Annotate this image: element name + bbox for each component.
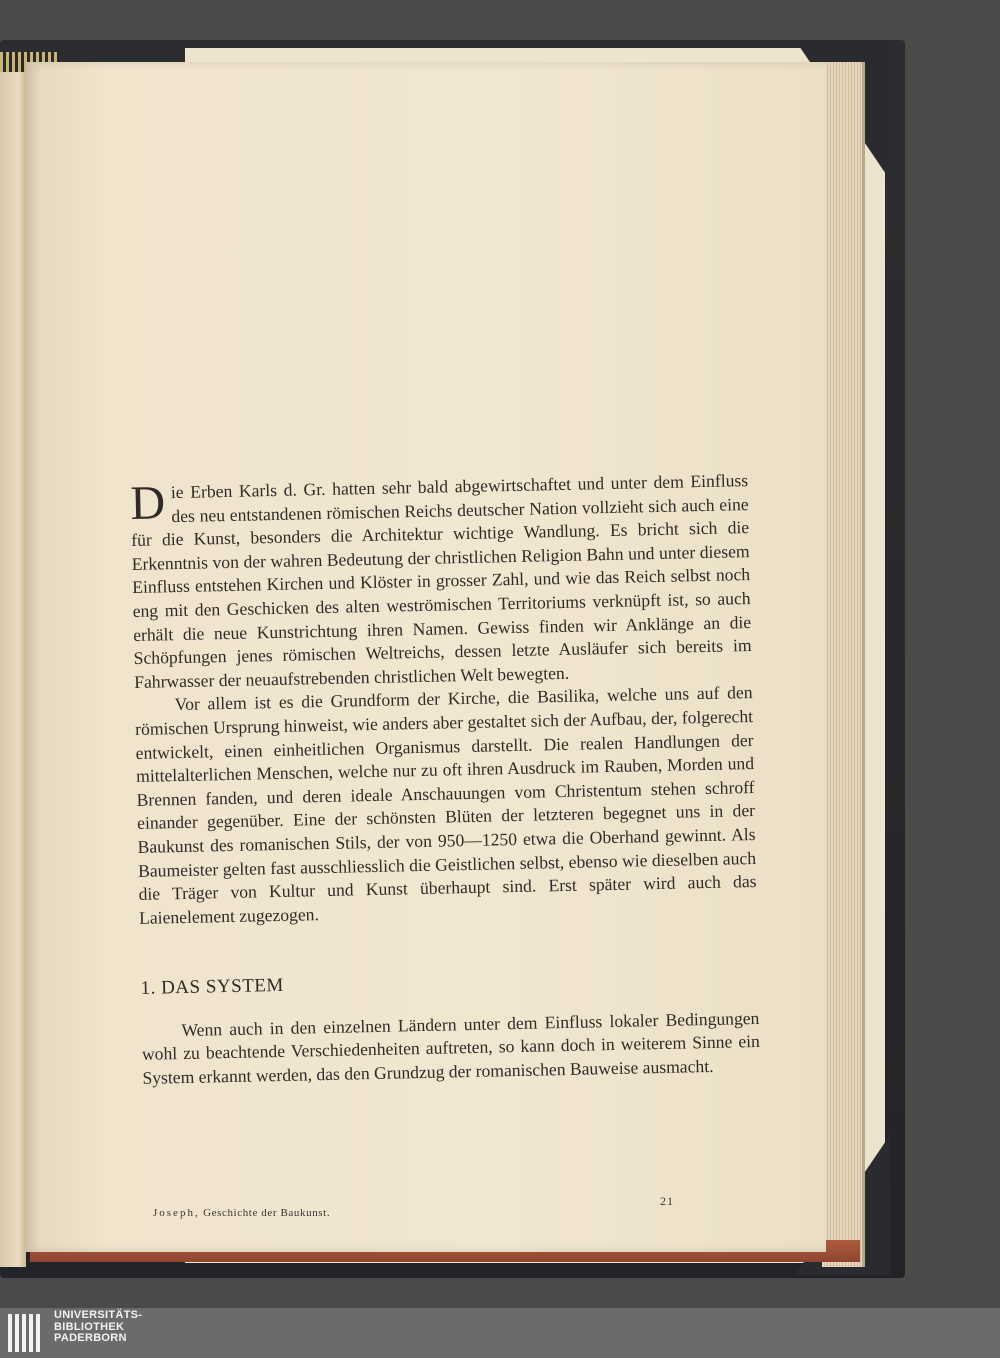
footer-signature	[153, 1207, 330, 1219]
library-name-line-3: PADERBORN	[54, 1332, 127, 1344]
book-page	[26, 62, 826, 1252]
library-logo-icon	[6, 1310, 46, 1356]
section-title: DAS SYSTEM	[160, 975, 285, 999]
page-text	[130, 469, 761, 1090]
section-number: 1.	[140, 977, 157, 1000]
library-banner	[0, 1308, 1000, 1358]
section-paragraph: Wenn auch in den einzelnen Ländern unter dem Einfluss lokaler Bedingungen wohl zu beachtende Verschiedenheiten auftreten, so kann doch in weiterem Sinne ein System erkannt werden, das den Grundzug der romanischen Bauweise ausmacht.	[141, 1007, 761, 1088]
paragraph-2: Vor allem ist es die Grundform der Kirche, die Basilika, welche uns auf den römischen Ursprung hinweist, wie anders aber gestaltet sich der Aufbau, der, folgerecht entwickelt, einen einheitlichen Organismus darstellt. Die realen Handlungen der mittelalterlichen Menschen, welche nur zu oft ihren Ausdruck im Rauben, Morden und Brennen fanden, und deren ideale Anschauungen vom Christentum stehen schroff einander gegenüber. Eine der schönsten Blüten der letzteren begegnet uns in der Baukunst des romanischen Stils, der von 950—1250 etwa die Oberhand gewinnt. Als Baumeister gelten fast ausschliesslich die Geistlichen selbst, ebenso wie dieselben auch die Träger von Kultur und Kunst überhaupt sind. Erst später wird auch das Laienelement zugezogen.	[134, 682, 757, 928]
page-block-edge	[822, 62, 865, 1267]
library-name-line-1: UNIVERSITÄTS-	[54, 1309, 143, 1321]
paragraph-1	[130, 469, 752, 694]
library-name-line-2: BIBLIOTHEK	[54, 1320, 125, 1333]
footer-title: Geschichte der Baukunst.	[203, 1207, 331, 1219]
page-number: 21	[660, 1194, 674, 1208]
library-name	[54, 1310, 142, 1345]
section-heading	[140, 964, 758, 1001]
left-page-edge	[0, 72, 26, 1267]
footer-author: Joseph,	[153, 1207, 200, 1219]
drop-cap: D	[129, 476, 166, 530]
paragraph-1-text: ie Erben Karls d. Gr. hatten sehr bald abgewirtschaftet und unter dem Einfluss des neu entstandenen römischen Reichs deutscher Nation vollzieht sich auch eine für die Kunst, besonders die Architektur wichtige Wandlung. Es bricht sich die Erkenntnis von der wahren Bedeutung der christlichen Religion Bahn und unter diesem Einfluss entstehen Kirchen und Klöster in grosser Zahl, und wie das Reich selbst noch eng mit den Geschicken des alten weströmischen Territoriums verknüpft ist, so auch erhält die neue Kunstrichtung ihren Namen. Gewiss finden wir Anklänge an die Schöpfungen jenes römischen Weltreichs, dessen letzte Ausläufer sich bereits im Fahrwasser der neuaufstrebenden christlichen Welt bewegten.	[131, 470, 752, 692]
